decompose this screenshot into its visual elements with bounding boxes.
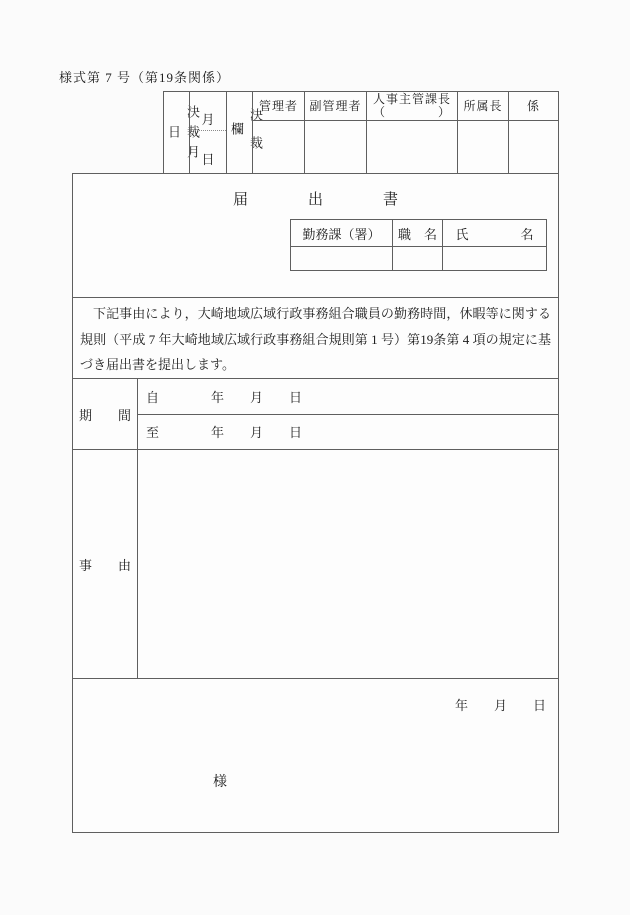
approval-month-cell <box>190 92 226 131</box>
department-value-cell <box>291 246 392 270</box>
document-title: 届 出 書 <box>232 192 398 208</box>
body-paragraph-section <box>73 297 558 378</box>
period-to-row <box>138 414 558 450</box>
month-label: 月 <box>201 112 215 127</box>
reason-fill-area <box>138 450 558 678</box>
position-header: 職 名 <box>392 220 442 246</box>
approval-column-clerk <box>508 92 558 173</box>
deputy-manager-label: 副管理者 <box>309 98 362 113</box>
day-label: 日 <box>201 152 215 167</box>
period-to-text: 至 年 月 日 <box>146 425 303 441</box>
form-style-number: 様式第 7 号（第19条関係） <box>59 70 231 85</box>
approval-column-section-head <box>457 92 508 173</box>
footer-section <box>73 678 558 834</box>
manager-stamp-cell <box>253 121 304 173</box>
section-head-stamp-cell <box>458 121 508 173</box>
period-label: 期 間 <box>73 379 138 449</box>
period-from-row <box>138 379 558 414</box>
reason-section <box>73 449 558 678</box>
name-header: 氏 名 <box>442 220 546 246</box>
name-value-cell <box>442 246 546 270</box>
approval-date-label: 決裁月日 <box>166 105 200 165</box>
clerk-label: 係 <box>526 98 540 113</box>
approval-stamp-col-label-cell <box>226 92 263 173</box>
clerk-stamp-cell <box>509 121 558 173</box>
approval-stamp-table <box>163 91 559 174</box>
manager-header <box>253 92 304 121</box>
approval-column-manager <box>252 92 304 173</box>
body-paragraph: 下記事由により，大崎地域広域行政事務組合職員の勤務時間，休暇等に関する規則（平成 7 年大崎地域広域行政事務組合規則第 1 号）第19条第 4 項の規定に基づき届出書を提出します。 <box>80 306 551 372</box>
clerk-header <box>509 92 558 121</box>
approval-day-cell <box>190 131 226 173</box>
approval-month-day-column <box>189 92 226 173</box>
period-from-text: 自 年 月 日 <box>146 389 303 405</box>
footer-date-line: 年 月 日 <box>454 698 546 713</box>
section-head-header <box>458 92 508 121</box>
department-header: 勤務課（署） <box>302 226 381 242</box>
notification-form-box <box>72 173 559 833</box>
approval-date-column <box>164 92 200 173</box>
manager-label: 管理者 <box>258 98 298 113</box>
position-value-cell <box>392 246 442 270</box>
personnel-chief-stamp-cell <box>367 121 457 173</box>
approval-column-deputy-manager <box>304 92 366 173</box>
addressee-label: 様 <box>213 775 227 790</box>
reason-label: 事 由 <box>73 450 138 678</box>
approval-stamp-col-label: 決裁欄 <box>229 108 263 164</box>
staff-info-table <box>290 219 547 271</box>
approval-column-personnel-chief <box>366 92 457 173</box>
personnel-chief-header <box>367 92 457 121</box>
deputy-manager-stamp-cell <box>305 121 366 173</box>
section-head-label: 所属長 <box>463 98 503 113</box>
deputy-manager-header <box>305 92 366 121</box>
personnel-chief-label: 人事主管課長 <box>372 92 451 106</box>
personnel-chief-parentheses: （ ） <box>372 105 451 119</box>
period-rows <box>138 379 558 449</box>
period-section <box>73 378 558 449</box>
